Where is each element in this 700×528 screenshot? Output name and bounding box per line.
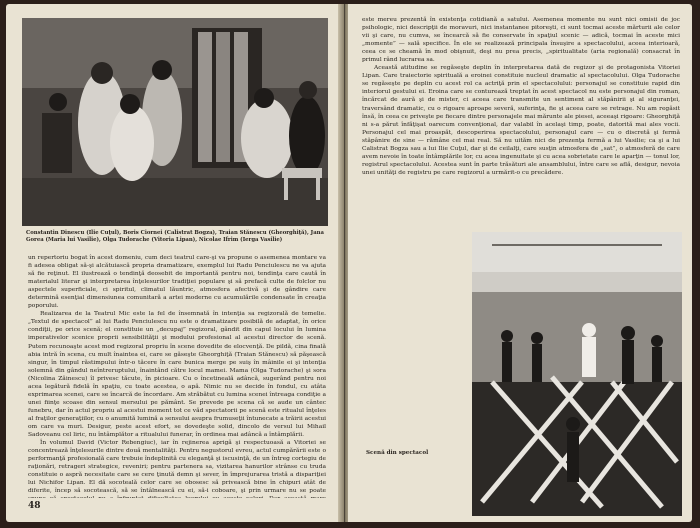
photo-scene [22, 18, 328, 226]
paragraph: un repertoriu bogat în acest domeniu, cum deci teatrul care-şi va propune o asemenea montare va fi adesea obligat să-şi alcătuiască propria dramatizare, exemplul lui Radu Penciulescu ne va ajuta să fie reţinut. El ilustrează o tendinţă deosebit de importantă pentru noi, tendinţa care caută în materialul literar şi interpretarea înţelesurilor tradiţiei populare şi să prefacă culte de folclor nu aspectele superficiale, ci spiritul, climatul lăuntric, atmosfera afectivă şi de gândire care determină esenţial dimensiunea comunitară a artei moderne cu acumulările condensate în creaţia poporului. [28, 255, 326, 310]
page-number: 48 [28, 501, 41, 511]
right-body-text [362, 16, 680, 228]
paragraph: Realizarea de la Teatrul Mic este la fel de însemnată în intenţia sa regizorală de temelie. „Textul de spectacol” al lui Radu Penciulescu nu este o dramatizare posibilă de adaptat, în orice condiţii, pe orice scenă; el constituie un „decupaj” regizoral, gândit din capul locului în lumina imperativelor scenice proprii sensibilităţii şi modului profesional al acestui director de scenă. Putem recunoaşte acest mod regizoral propriu în scene dovedite de elocvenţă. De pildă, cina finală abia intră în scena, cu mult înaintea ei, care se găseşte Gheorghiţă (Traian Stănescu) să păşească singur, în timpul răstimpului într-o tăcere în care bunica merge pe suiş în mâinile ei şi intenţia solemnă din gândul neîntreruptului, înaintând către locul mamei. Mama (Olga Tudorache) şi sora (Nicolina Zăinescu) îl privesc tăcute, în picioare. Cu o încetineală adâncă, sugerând pentru noi acea legătură fidelă în spaţiu, cu toate acestea, o apă. Nimic nu se decide în fondul, cu atâta exprimarea scenei, care se încarcă de încordare. Am străbătut cu lumina scenei întreaga condiţie a unei fiinţe scoase din sensul mersului pe pământ. Se prevede pe scena că se aude un cântec funebru, dar în actul propriu al acestui moment tot ce văd spectatorii pe scenă este ritualul înţeles al fraţilor generaţiilor, cu o anumită lumină a sensului asupra frumuseţii întunecate a trăirii acestui om care va muri. Desigur, peste acest efort, se dovedeşte solid, dincolo de versul lui Mihail Sadoveanu cel liric, nu întâmplător a ritualului funerar, în ordinea mai adâncă a întâmplării. [28, 311, 326, 439]
scene-caption: Scenă din spectacol [366, 450, 429, 456]
right-page [348, 4, 692, 522]
stage-scene-photo-icon [472, 232, 682, 516]
paragraph: În volumul David (Victor Rebengiuc), iar în rejinerea aprigă şi respectuoasă a Vitoriei se concentrează înţelesurile dintre două mentalităţi. Pentru negustorul evreu, actul cumpărării este o performanţă profesională care trebuie îndeplinită cu eleganţă şi iscusinţă, de un întreg cortegiu de raţionări, retrageri strategice, reveniri; pentru partenera sa, vizitarea hanurilor strânse cu truda constituie o aspră necesitate care se cere ţinută demn şi sever, în împrejurarea tristă a dispariţiei lui Nichifor Lipan. El dă socoteală celor care se obosesc să privească bine în chipuri atât de diferite, încep să socotească, să se întâlnească cu ei, să-i coboare, şi prin urmare nu se poate [28, 440, 326, 495]
theatre-photo-icon [22, 18, 328, 226]
stage-scene [472, 232, 682, 516]
left-body-text [28, 254, 326, 498]
photo-caption: Constantin Dinescu (Ilie Cuţul), Boris Ciornei (Calistrat Bogza), Traian Stănescu (Gheorghiţă), Jana Gorea (Maria lui Vasilie), Olga Tudorache (Vitoria Lipan), Nicolae Ifrim (Ierga Vasilie) [26, 230, 324, 244]
left-page [6, 4, 342, 522]
paragraph: este mereu prezentă în existenţa cotidiană a satului. Asemenea momente nu sunt nici omisii de joc psihologic, nici descripţii de moravuri, nici instantanee pitoreşti, ci sunt tocmai aceste mărturii ale celor vii şi care, nu cumva, se încearcă să fie conservate în spaţiul scenic — adică, tocmai în aceste mici „momente” — sală specifice. În ele se realizează principala însuşire a spectacolului, aceea interioară, ceea ce se cheamă în mod obişnuit, deşi nu prea precis, „spiritualitate (aria regională) consacrat în primul rând lucrarea sa. [362, 17, 680, 64]
paragraph: Această atitudine se regăseşte deplin în interpretarea dată de regizor şi de protagonista Vitoriei Lipan. Care traiectorie spirituală a eroinei constituie nucleul dramatic al spectacolului. Olga Tudorache se regăseşte pe deplin cu acest rol ca actriţă prin el spectacolului: personajul se constituie rapid din interiorul gestului ei. Eroina care se conturează treptat în acest spectacol nu este personajul din roman, încărcat de aură şi de mister, ci aceea care transmite un sentiment al stăpânirii şi al siguranţei, traversând dramatic, cu o rigoare aproape severă, suferinţa, fie şi aceea care se retrage. Nu am regăsit însă, în ceea ce priveşte pe fiecare dintre personajele mai mărunte ale piesei, aceeaşi rigoare: Gheorghiţă ni s-a părut înfăţişat oarecum convenţional, dar valabil în acelaşi timp, poate, datorită mai ales vocii. Personajul cel mai proaspăt, descoperirea spectacolului, personajul care — cu o discretă şi fermă stăpânire de sine — rămâne cel mai real. Să nu uităm nici de prezenţa fermă a lui Vasilie; ca şi a lui Calistrat Bogza sau a lui Ilie Cuţul, dar şi de ceilalţi, care susţin atmosfera de „sat”, o atmosferă de care avem nevoie în toate întâmplările lor, cu acea ingenuitate şi cu acea sobrietate care le aparţin — tonul lor, registrul spectacolului. Acestea sunt în parte trăsături ale ansamblului, între care se află, desigur, nevoia unei unităţi de registru pe care regizorul a urmărit-o cu precădere. [362, 65, 680, 176]
spine-divider [344, 4, 345, 522]
